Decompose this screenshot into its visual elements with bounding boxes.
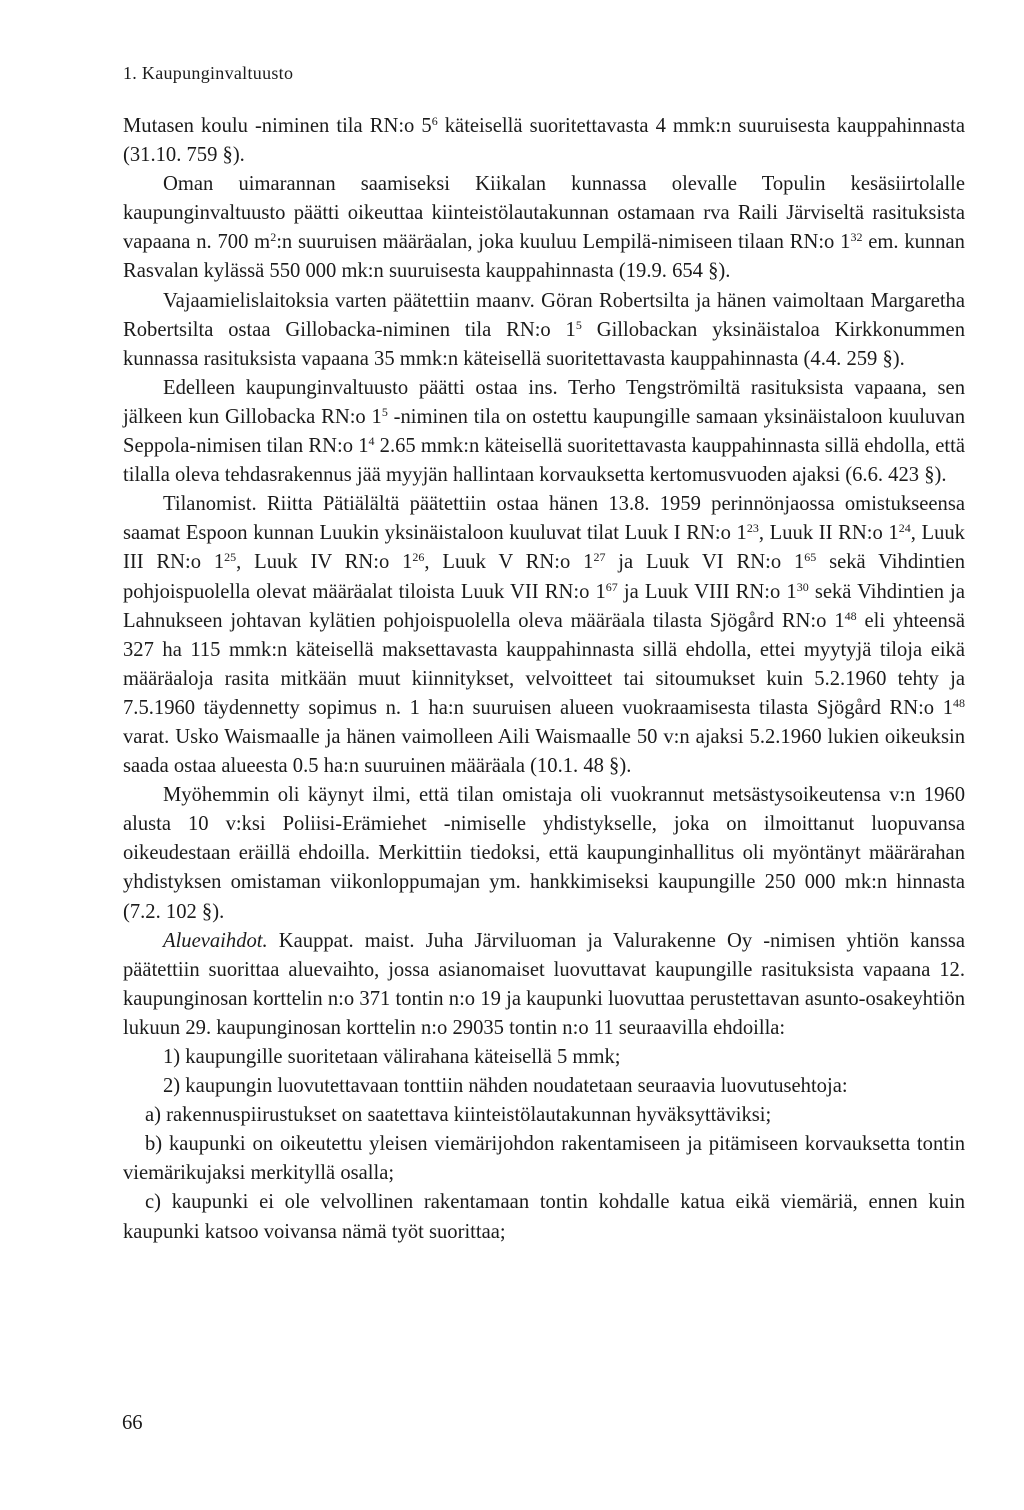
paragraph: Vajaamielislaitoksia varten päätettiin maanv. Göran Robertsilta ja hänen vaimoltaan Margaretha Robertsilta ostaa Gillobacka-niminen tila RN:o $1^5$ Gillobackan yksinäistaloa Kirkkonummen kunnassa rasituksista vapaana 35 mmk:n käteisellä suoritettavasta kauppahinnasta (4.4. 259 §).: [123, 289, 965, 370]
paragraph: Tilanomist. Riitta Pätiälältä päätettiin ostaa hänen 13.8. 1959 perinnönjaossa omistukseensa saamat Espoon kunnan Luukin yksinäistaloon kuuluvat tilat Luuk I RN:o $1^{23}$, Luuk II RN:o $1^{24}$, Luuk III RN:o $1^{25}$, Luuk IV RN:o $1^{26}$, Luuk V RN:o $1^{27}$ ja Luuk VI RN:o $1^{65}$ sekä Vihdintien pohjoispuolella olevat määräalat tiloista Luuk VII RN:o $1^{67}$ ja Luuk VIII RN:o $1^{30}$ sekä Vihdintien ja Lahnukseen johtavan kylätien pohjoispuolella oleva määräala tilasta Sjögård RN:o $1^{48}$ eli yhteensä 327 ha 115 mmk:n käteisellä maksettavasta kauppahinnasta sillä ehdolla, ettei myytyjä tiloja eikä määräaloja rasita mitkään muut kiinnitykset, velvoitteet tai sitoumukset kuin 5.2.1960 tehty ja 7.5.1960 täydennetty sopimus n. 1 ha:n suuruisen alueen vuokraamisesta tilasta Sjögård RN:o $1^{48}$ varat. Usko Waismaalle ja hänen vaimolleen Aili Waismaalle 50 v:n ajaksi 5.2.1960 lukien oikeuksin saada ostaa alueesta 0.5 ha:n suuruinen määräala (10.1. 48 §).: [123, 493, 966, 778]
paragraph: Myöhemmin oli käynyt ilmi, että tilan omistaja oli vuokrannut metsästysoikeutensa v:n 1960 alusta 10 v:ksi Poliisi-Erämiehet -nimiselle yhdistykselle, joka on ilmoittanut luopuvansa oikeudestaan eräillä ehdoilla. Merkittiin tiedoksi, että kaupunginhallitus oli myöntänyt määrärahan yhdistyksen omistaman viikonloppumajan ym. hankkimiseksi kaupungille 250 000 mk:n hinnasta (7.2. 102 §).: [123, 784, 965, 923]
superscript: 4: [368, 434, 375, 449]
superscript: 67: [605, 579, 618, 594]
superscript: 25: [224, 550, 237, 565]
superscript: 27: [593, 550, 606, 565]
paragraph-aluevaihdot: Aluevaihdot. Kauppat. maist. Juha Järviluoman ja Valurakenne Oy -nimisen yhtiön kanssa päätettiin suorittaa aluevaihto, jossa asianomaiset luovuttavat kaupungille rasituksista vapaana 12. kaupunginosan korttelin n:o 371 tontin n:o 19 ja kaupunki luovuttaa perustettavan asunto-osakeyhtiön lukuun 29. kaupunginosan korttelin n:o 29035 tontin n:o 11 seuraavilla ehdoilla:: [123, 929, 965, 1039]
superscript: 30: [796, 579, 809, 594]
superscript: 24: [898, 521, 911, 536]
superscript: 2: [270, 230, 277, 245]
paragraph: Mutasen koulu -niminen tila RN:o $5^6$ käteisellä suoritettavasta 4 mmk:n suuruisesta kauppahinnasta (31.10. 759 §).: [123, 114, 966, 167]
superscript: 26: [412, 550, 425, 565]
page-number: 66: [122, 1412, 143, 1434]
condition-item: 1) kaupungille suoritetaan välirahana käteisellä 5 mmk;: [163, 1046, 621, 1068]
subcondition-item: b) kaupunki on oikeutettu yleisen viemärijohdon rakentamiseen ja pitämiseen korvauksetta tontin viemärikujaksi merkityllä osalla;: [123, 1133, 965, 1185]
superscript: 5: [575, 317, 582, 332]
superscript: 65: [804, 550, 817, 565]
superscript: 5: [381, 404, 388, 419]
superscript: 48: [844, 608, 857, 623]
subcondition-item: c) kaupunki ei ole velvollinen rakentamaan tontin kohdalle katua eikä viemäriä, ennen kuin kaupunki katsoo voivansa nämä työt suorittaa;: [123, 1191, 965, 1243]
superscript: 6: [431, 114, 438, 128]
condition-item: 2) kaupungin luovutettavaan tonttiin nähden noudatetaan seuraavia luovutusehtoja:: [163, 1075, 848, 1098]
superscript: 48: [953, 695, 965, 710]
section-label: Aluevaihdot.: [163, 929, 268, 952]
superscript: 23: [746, 521, 759, 536]
paragraph: Edelleen kaupunginvaltuusto päätti ostaa ins. Terho Tengströmiltä rasituksista vapaana, sen jälkeen kun Gillobacka RN:o $1^5$ -niminen tila on ostettu kaupungille samaan yksinäistaloon kuuluvan Seppola-nimisen tilan RN:o $1^4$ 2.65 mmk:n käteisellä suoritettavasta kauppahinnasta sillä ehdolla, että tilalla oleva tehdasrakennus jää myyjän hallintaan korvauksetta kertomusvuoden ajaksi (6.6. 423 §).: [123, 376, 965, 487]
paragraph: Oman uimarannan saamiseksi Kiikalan kunnassa olevalle Topulin kesäsiirtolalle kaupunginvaltuusto päätti oikeuttaa kiinteistölautakunnan ostamaan rva Raili Järviseltä rasituksista vapaana n. 700 $m^2:n$ suuruisen määräalan, joka kuuluu Lempilä-nimiseen tilaan RN:o $1^{32}$ em. kunnan Rasvalan kylässä 550 000 mk:n suuruisesta kauppahinnasta (19.9. 654 §).: [123, 173, 965, 283]
subcondition-item: a) rakennuspiirustukset on saatettava kiinteistölautakunnan hyväksyttäviksi;: [145, 1104, 772, 1127]
running-head: 1. Kaupunginvaltuusto: [123, 63, 294, 83]
superscript: 32: [850, 230, 863, 245]
body-text: [123, 112, 965, 1247]
